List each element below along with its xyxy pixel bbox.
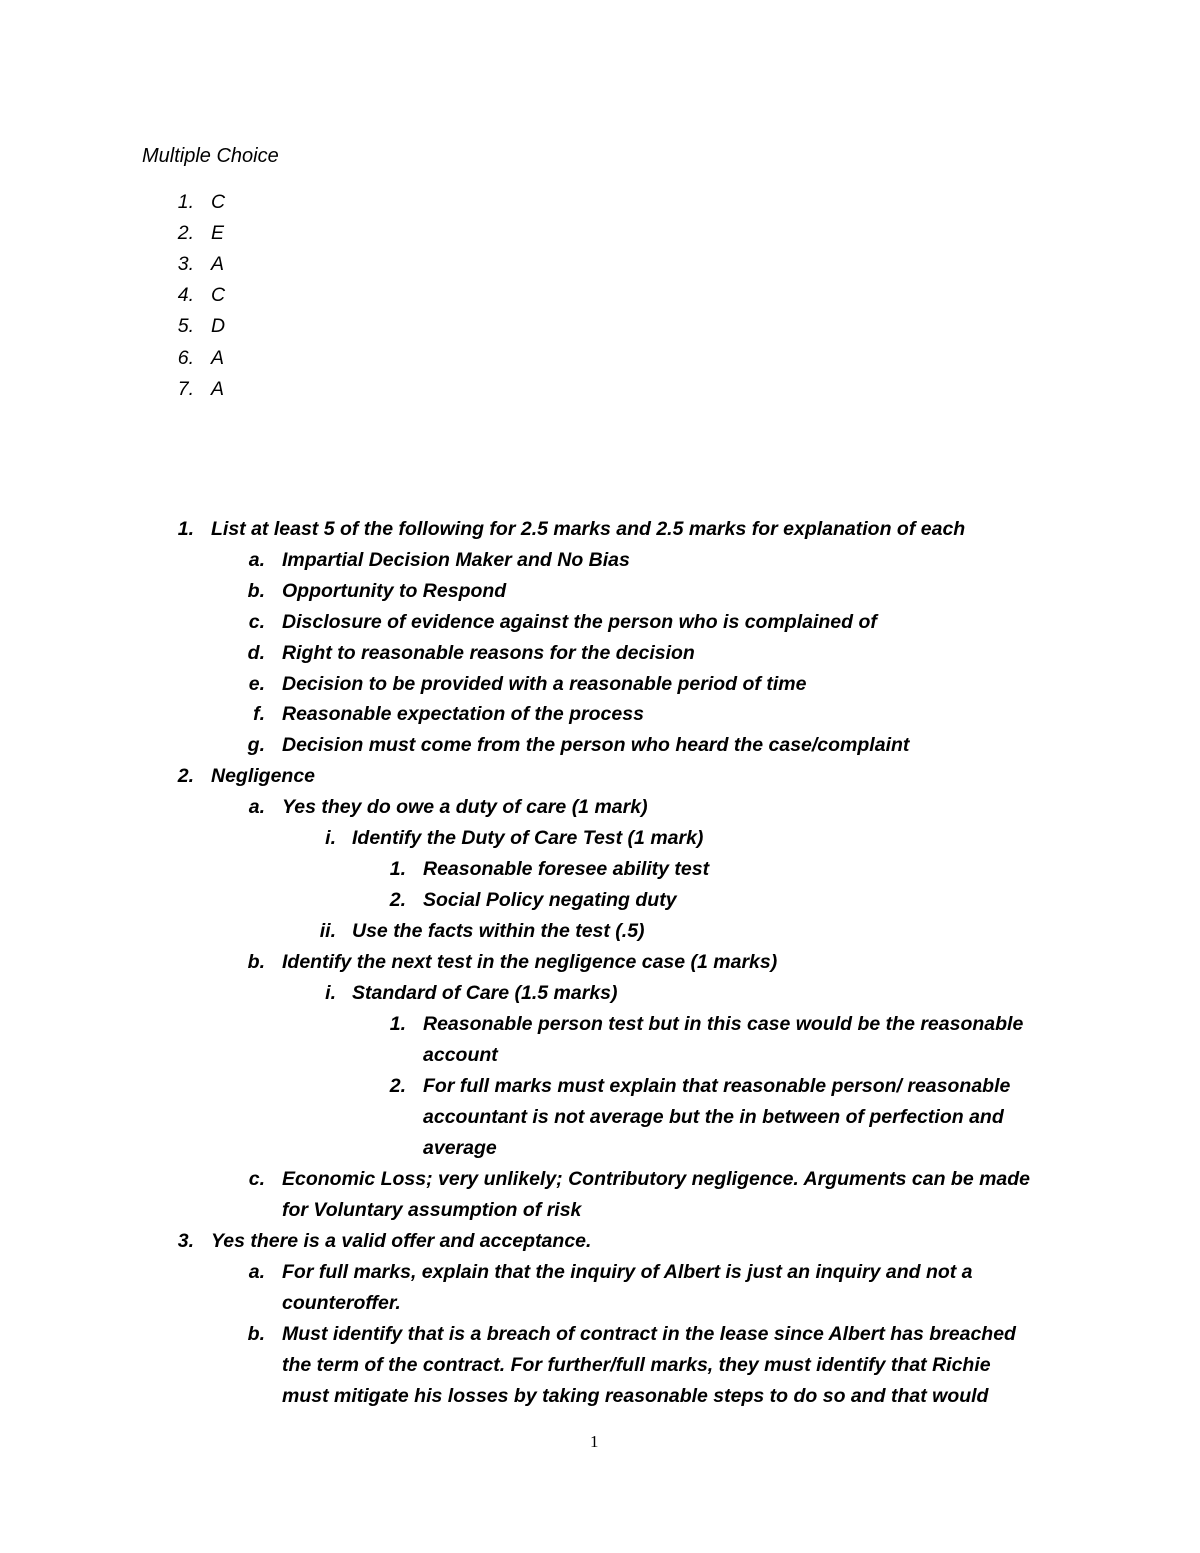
multiple-choice-heading: Multiple Choice xyxy=(142,145,279,167)
document-page: Multiple Choice 1. C 2. E 3. A 4. C 5. D 6. A 7. A 1. List at least 5 of the following for 2.5 marks and 2.5 marks for explanation of each a. Impartial Decision Maker and No Bias b. Opportunity to Respond c. Disclosure of evidence against the person who is complained of d. Right to reasonable reasons for the decision e. Decision to be provided with a reasonable period of time f. Reasonable expectation of the process g. Decision must come from the person who heard the case/complaint 2. Negligence a. Yes they do owe a duty of care (1 mark) i. Identify the Duty of Care Test (1 mark) 1. Reasonable foresee ability test 2. Social Policy negating duty ii. Use the facts within the test (.5) b. Identify the next test in the negligence case (1 marks) i. Standard of Care (1.5 marks) 1. Reasonable person test but in this case would be the reasonable account 2. For full marks must explain that reasonable person/ reasonable accountant is not average but the in between of perfection and average c. Economic Loss; very unlikely; Contributory negligence. Arguments can be made for Voluntary assumption of risk 3. Yes there is a valid offer and acceptance. a. For full marks, explain that the inquiry of Albert is just an inquiry and not a counteroffer. b. Must identify that is a breach of contract in the lease since Albert has breached the term of the contract. For further/full marks, they must identify that Richie must mitigate his losses by taking reasonable steps to do so and that would 1 xyxy=(142,145,1031,1451)
page-number: 1 xyxy=(590,1432,599,1451)
